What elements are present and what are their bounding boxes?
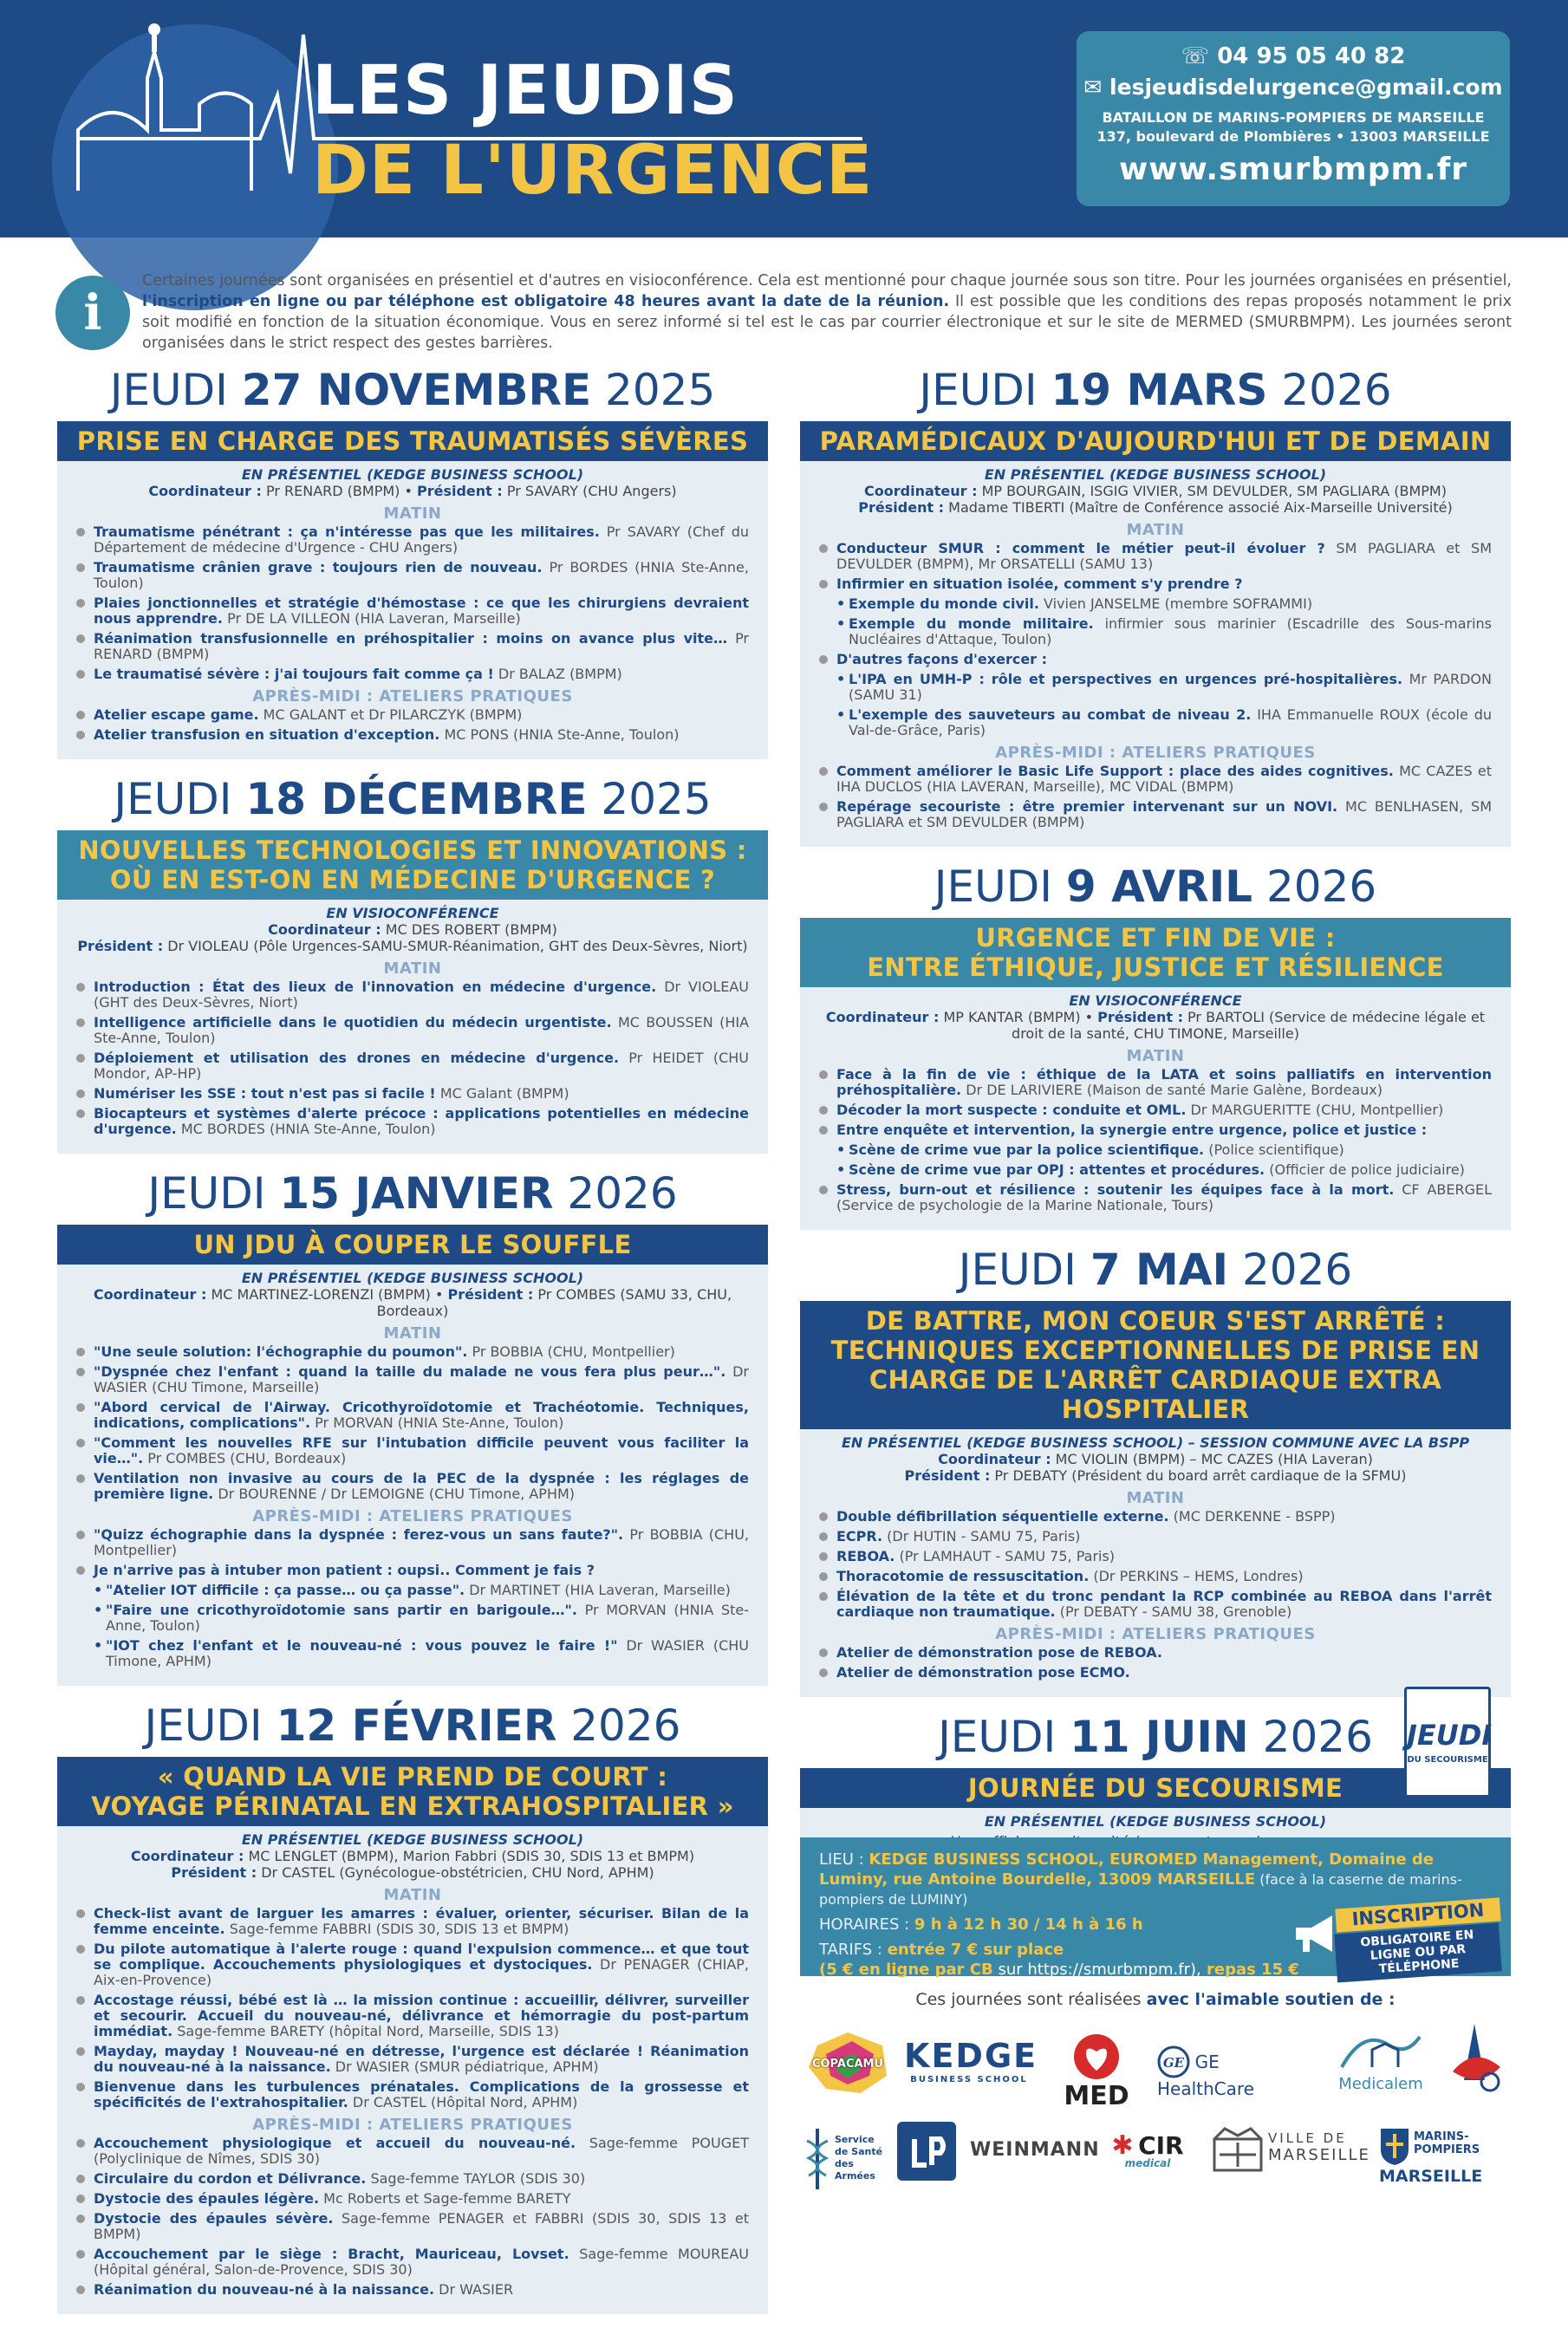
list-subitem: • "Faire une cricothyroïdotomie sans partir en barigoule…". Pr MORVAN (HNIA Ste-Anne, Toulon)	[75, 1603, 749, 1634]
day-date: 7 MAI	[1090, 1245, 1229, 1295]
list-item: Dystocie des épaules sévère. Sage-femme PENAGER et FABBRI (SDIS 30, SDIS 13 et BMPM)	[75, 2211, 749, 2242]
ge-logo	[1157, 2045, 1313, 2099]
theme-title: JOURNÉE DU SECOURISME	[800, 1768, 1511, 1808]
list-item: Le traumatisé sévère : j'ai toujours fait comme ça ! Dr BALAZ (BMPM)	[75, 667, 749, 682]
mermed-text: MED	[1064, 2081, 1129, 2111]
talk-list	[57, 1344, 768, 1502]
workshop-list	[57, 1527, 768, 1669]
list-subitem: • Scène de crime vue par la police scientifique. (Police scientifique)	[817, 1142, 1492, 1158]
list-subitem: • L'IPA en UMH-P : rôle et perspectives en urgences pré-hospitalières. Mr PARDON (SAMU 31)	[817, 672, 1492, 703]
list-item: Ventilation non invasive au cours de la PEC de la dyspnée : les réglages de première ligne. Dr BOURENNE / Dr LEMOIGNE (CHU Timone, APHM)	[75, 1471, 749, 1502]
day-prefix: JEUDI	[934, 862, 1066, 912]
list-item: Déploiement et utilisation des drones en médecine d'urgence. Pr HEIDET (CHU Mondor, AP-HP)	[75, 1050, 749, 1082]
talk-list	[57, 979, 768, 1137]
theme-line: OÙ EN EST-ON EN MÉDECINE D'URGENCE ?	[109, 865, 716, 894]
day-year: 2026	[556, 1700, 681, 1751]
list-item: Double défibrillation séquentielle externe. (MC DERKENNE - BSPP)	[817, 1509, 1492, 1525]
list-item: "Abord cervical de l'Airway. Cricothyroïdotomie et Trachéotomie. Techniques, indications, complications". Pr MORVAN (HNIA Ste-Anne, Toulon)	[75, 1400, 749, 1431]
coord-label: Coordinateur :	[938, 1451, 1051, 1467]
day-date: 27 NOVEMBRE	[241, 365, 592, 415]
session-meta	[57, 1265, 768, 1319]
list-subitem: • Scène de crime vue par OPJ : attentes et procédures. (Officier de police judiciaire)	[817, 1162, 1492, 1178]
list-item: Du pilote automatique à l'alerte rouge : quand l'expulsion commence… et que tout se complique. Accouchements physiologiques et dystociques. Dr PENAGER (CHIAP, Aix-en-Provence)	[75, 1941, 749, 1988]
list-item: Comment améliorer le Basic Life Support : place des aides cognitives. MC CAZES et IHA DUCLOS (HIA LAVERAN, Marseille), MC VIDAL (BMPM)	[817, 764, 1492, 795]
day-year: 2025	[591, 365, 716, 415]
theme-title	[800, 1301, 1511, 1429]
secourisme-badge	[1404, 1687, 1491, 1798]
day-prefix: JEUDI	[144, 1700, 277, 1751]
theme-line: NOUVELLES TECHNOLOGIES ET INNOVATIONS :	[78, 836, 747, 865]
list-item: Atelier transfusion en situation d'exception. MC PONS (HNIA Ste-Anne, Toulon)	[75, 727, 749, 743]
ville-line1: VILLE DE	[1268, 2130, 1347, 2146]
section-matin: MATIN	[383, 959, 442, 978]
list-item: Conducteur SMUR : comment le métier peut-il évoluer ? SM PAGLIARA et SM DEVULDER (BMPM), Mr ORSATELLI (SAMU 13)	[817, 541, 1492, 572]
list-item: Réanimation du nouveau-né à la naissance. Dr WASIER	[75, 2282, 749, 2298]
theme-line: CHARGE DE L'ARRÊT CARDIAQUE EXTRA HOSPITALIER	[869, 1365, 1442, 1424]
list-item: Dystocie des épaules légère. Mc Roberts et Sage-femme BARETY	[75, 2191, 749, 2207]
list-subitem: • Exemple du monde civil. Vivien JANSELME (membre SOFRAMMI)	[817, 596, 1492, 612]
theme-line: ENTRE ÉTHIQUE, JUSTICE ET RÉSILIENCE	[867, 953, 1444, 982]
workshop-list	[57, 707, 768, 743]
info-icon: i	[55, 276, 130, 350]
pres-label: Président :	[447, 1286, 534, 1303]
inscription-badge	[1336, 1899, 1500, 1977]
coord-label: Coordinateur :	[825, 1009, 940, 1025]
section-aprem: APRÈS-MIDI : ATELIERS PRATIQUES	[252, 687, 573, 706]
day-year: 2026	[1267, 365, 1392, 415]
session-feb	[57, 1757, 768, 2314]
theme-title: PARAMÉDICAUX D'AUJOURD'HUI ET DE DEMAIN	[800, 421, 1511, 461]
president: Pr BARTOLI (Service de médecine légale et droit de la santé, CHU TIMONE, Marseille)	[1012, 1009, 1486, 1042]
workshop-list	[800, 764, 1511, 830]
section-aprem: APRÈS-MIDI : ATELIERS PRATIQUES	[995, 744, 1316, 762]
list-item: Numériser les SSE : tout n'est pas si facile ! MC Galant (BMPM)	[75, 1086, 749, 1102]
list-item: Thoracotomie de ressuscitation. (Dr PERKINS – HEMS, Londres)	[817, 1569, 1492, 1584]
section-aprem: APRÈS-MIDI : ATELIERS PRATIQUES	[995, 1625, 1316, 1643]
coord-label: Coordinateur :	[93, 1286, 207, 1303]
email-address[interactable]: ✉ lesjeudisdelurgence@gmail.com	[1083, 75, 1503, 100]
weinmann-text: WEINMANN	[970, 2139, 1100, 2161]
info-paragraph	[142, 270, 1512, 354]
talk-list	[57, 524, 768, 682]
coord-label: Coordinateur :	[130, 1848, 244, 1864]
day-prefix: JEUDI	[114, 774, 246, 824]
day-year: 2026	[1252, 862, 1377, 912]
president: Madame TIBERTI (Maître de Conférence associé Aix-Marseille Université)	[944, 499, 1453, 516]
theme-line: DE BATTRE, MON COEUR S'EST ARRÊTÉ :	[865, 1306, 1446, 1336]
list-item: Circulaire du cordon et Délivrance. Sage-femme TAYLOR (SDIS 30)	[75, 2171, 749, 2187]
list-item: Check-list avant de larguer les amarres : évaluer, orienter, sécuriser. Bilan de la femme enceinte. Sage-femme FABBRI (SDIS 30, SDIS 13 et BMPM)	[75, 1906, 749, 1937]
cir-text: CIR	[1138, 2131, 1184, 2160]
ge-monogram-icon	[1157, 2045, 1190, 2078]
day-title-jan	[57, 1167, 768, 1219]
session-format: EN VISIOCONFÉRENCE	[326, 905, 499, 921]
coordinator: Pr RENARD (BMPM) •	[261, 483, 417, 499]
kedge-subtext: BUSINESS SCHOOL	[910, 2075, 1028, 2084]
session-meta	[57, 900, 768, 954]
theme-title	[57, 1757, 768, 1826]
inscription-note: OBLIGATOIRE EN LIGNE OU PAR TÉLÉPHONE	[1334, 1922, 1501, 1982]
tarif-url[interactable]: sur https://smurbmpm.fr),	[992, 1961, 1201, 1979]
day-title-mar	[800, 364, 1511, 416]
coordinator: MC VIOLIN (BMPM) – MC CAZES (HIA Laveran)	[1051, 1451, 1373, 1467]
day-prefix: JEUDI	[919, 365, 1051, 415]
session-format: EN PRÉSENTIEL (KEDGE BUSINESS SCHOOL) – SESSION COMMUNE AVEC LA BSPP	[841, 1434, 1470, 1451]
coordinator: MP BOURGAIN, ISGIG VIVIER, SM DEVULDER, SM PAGLIARA (BMPM)	[977, 483, 1447, 499]
list-item: "Quizz échographie dans la dyspnée : ferez-vous un sans faute?". Pr BOBBIA (CHU, Montpellier)	[75, 1527, 749, 1558]
coordinator: MC DES ROBERT (BMPM)	[381, 921, 557, 938]
section-matin: MATIN	[1126, 521, 1185, 539]
day-title-apr	[800, 861, 1511, 913]
day-year: 2026	[1248, 1712, 1373, 1762]
section-matin: MATIN	[1126, 1489, 1185, 1507]
info-text-bold: l'inscription en ligne ou par téléphone est obligatoire 48 heures avant la date de la réunion.	[142, 293, 950, 310]
theme-line: « QUAND LA VIE PREND DE COURT :	[157, 1762, 668, 1792]
list-item: Biocapteurs et systèmes d'alerte précoce : applications potentielles en médecine d'urgence. MC BORDES (HNIA Ste-Anne, Toulon)	[75, 1106, 749, 1137]
red-emblem-icon	[1440, 2019, 1509, 2097]
list-item: Élévation de la tête et du tronc pendant la RCP combinée au REBOA dans l'arrêt cardiaque non traumatique. (Pr DEBATY - SAMU 38, Grenoble)	[817, 1589, 1492, 1620]
talk-list	[800, 1067, 1511, 1213]
kedge-logo	[904, 2037, 1038, 2084]
talk-list	[800, 541, 1511, 738]
list-item: Atelier de démonstration pose de REBOA.	[817, 1645, 1492, 1661]
president: Pr DEBATY (Président du board arrêt cardiaque de la SFMU)	[990, 1467, 1407, 1484]
section-aprem: APRÈS-MIDI : ATELIERS PRATIQUES	[252, 2116, 573, 2134]
list-item: REBOA. (Pr LAMHAUT - SAMU 75, Paris)	[817, 1549, 1492, 1564]
bmpm-line2: MARSEILLE	[1379, 2167, 1483, 2186]
coordinator: MC MARTINEZ-LORENZI (BMPM) •	[206, 1286, 448, 1303]
ssa-line: Service	[835, 2134, 875, 2145]
list-item: Traumatisme pénétrant : ça n'intéresse pas que les militaires. Pr SAVARY (Chef du Département de médecine d'Urgence - CHU Angers)	[75, 524, 749, 556]
venue-label: LIEU :	[819, 1850, 869, 1869]
list-item: Traumatisme crânien grave : toujours rien de nouveau. Pr BORDES (HNIA Ste-Anne, Toulon)	[75, 560, 749, 591]
list-item: Entre enquête et intervention, la synergie entre urgence, police et justice :	[817, 1122, 1492, 1138]
badge-subtitle: DU SECOURISME	[1407, 1755, 1488, 1765]
list-item: Je n'arrive pas à intuber mon patient : oupsi.. Comment je fais ?	[75, 1563, 749, 1578]
star-of-life-icon: ✱	[1111, 2130, 1134, 2161]
section-aprem: APRÈS-MIDI : ATELIERS PRATIQUES	[252, 1507, 573, 1525]
session-format: EN PRÉSENTIEL (KEDGE BUSINESS SCHOOL)	[241, 466, 584, 483]
coord-label: Coordinateur :	[268, 921, 381, 938]
session-dec	[57, 830, 768, 1154]
day-date: 12 FÉVRIER	[276, 1700, 557, 1751]
session-may	[800, 1301, 1511, 1697]
list-subitem: • L'exemple des sauveteurs au combat de niveau 2. IHA Emmanuelle ROUX (école du Val-de-Grâce, Paris)	[817, 707, 1492, 738]
list-item: Stress, burn-out et résilience : soutenir les équipes face à la mort. CF ABERGEL (Service de psychologie de la Marine Nationale, Tours)	[817, 1182, 1492, 1213]
weinmann-logo	[970, 2139, 1100, 2161]
list-item: Introduction : État des lieux de l'innovation en médecine d'urgence. Dr VIOLEAU (GHT des Deux-Sèvres, Niort)	[75, 979, 749, 1011]
theme-title	[57, 830, 768, 900]
cp-logo	[897, 2122, 956, 2181]
session-format: EN PRÉSENTIEL (KEDGE BUSINESS SCHOOL)	[984, 1813, 1327, 1830]
left-column	[57, 364, 768, 2328]
day-date: 11 JUIN	[1070, 1712, 1249, 1762]
list-item: Repérage secouriste : être premier intervenant sur un NOVI. MC BENLHASEN, SM PAGLIARA et SM DEVULDER (BMPM)	[817, 799, 1492, 830]
venue-box	[800, 1837, 1511, 1979]
mermed-heart-icon	[1072, 2032, 1121, 2081]
info-text-2: Il est possible que les conditions des repas proposés notamment le prix soit modifié en fonction de la situation économique. Vous en serez informé si tel est le cas par courrier électronique et sur le site de MERMED (SMURBMPM). Les journées seront organisées dans le strict respect des gestes barrières.	[142, 293, 1512, 352]
cp-monogram-icon	[897, 2122, 956, 2181]
session-meta	[800, 461, 1511, 516]
bmpm-shield-icon	[1379, 2125, 1410, 2167]
org-address	[1077, 108, 1510, 146]
workshop-list	[57, 2136, 768, 2298]
bmpm-line1: MARINS-POMPIERS	[1414, 2130, 1480, 2156]
section-matin: MATIN	[383, 1324, 442, 1343]
coordinator: MC LENGLET (BMPM), Marion Fabbri (SDIS 30, SDIS 13 et BMPM)	[244, 1848, 695, 1864]
list-item: Bienvenue dans les turbulences prénatales. Complications de la grossesse et spécificités de l'extrahospitalier. Dr CASTEL (Hôpital Nord, APHM)	[75, 2079, 749, 2110]
list-item: Infirmier en situation isolée, comment s'y prendre ?	[817, 576, 1492, 592]
president: Pr SAVARY (CHU Angers)	[502, 483, 677, 499]
tarif-online: (5 € en ligne par CB	[819, 1961, 993, 1979]
caduceus-icon	[800, 2123, 835, 2193]
president: Dr VIOLEAU (Pôle Urgences-SAMU-SMUR-Réanimation, GHT des Deux-Sèvres, Niort)	[163, 938, 748, 954]
list-item: Plaies jonctionnelles et stratégie d'hémostase : ce que les chirurgiens devraient nous apprendre. Pr DE LA VILLEON (HIA Laveran, Marseille)	[75, 595, 749, 627]
session-format: EN PRÉSENTIEL (KEDGE BUSINESS SCHOOL)	[241, 1270, 584, 1286]
list-item: ECPR. (Dr HUTIN - SAMU 75, Paris)	[817, 1529, 1492, 1544]
support-text: Ces journées sont réalisées	[915, 1990, 1147, 2009]
session-format: EN PRÉSENTIEL (KEDGE BUSINESS SCHOOL)	[241, 1831, 584, 1848]
org-street: 137, boulevard de Plombières • 13003 MARSEILLE	[1096, 128, 1490, 145]
org-name: BATAILLON DE MARINS-POMPIERS DE MARSEILLE	[1102, 109, 1485, 126]
venue-note: (face à la caserne de marins-pompiers de LUMINY)	[819, 1871, 1462, 1908]
session-meta	[57, 461, 768, 499]
support-bold: avec l'aimable soutien de :	[1146, 1990, 1396, 2009]
city-crest-icon	[1207, 2122, 1268, 2177]
ville-marseille-logo	[1207, 2122, 1372, 2177]
theme-title: UN JDU À COUPER LE SOUFFLE	[57, 1225, 768, 1265]
support-line	[800, 1990, 1511, 2009]
list-item: Décoder la mort suspecte : conduite et OML. Dr MARGUERITTE (CHU, Montpellier)	[817, 1102, 1492, 1118]
day-date: 15 JANVIER	[279, 1168, 554, 1219]
day-prefix: JEUDI	[938, 1712, 1070, 1762]
ssa-line: des Armées	[835, 2158, 875, 2182]
title-line2: DE L'URGENCE	[312, 132, 874, 210]
info-text-1: Certaines journées sont organisées en présentiel et d'autres en visioconférence. Cela est mentionné pour chaque journée sous son titre. Pour les journées organisées en présentiel,	[142, 272, 1512, 289]
list-item: Atelier de démonstration pose ECMO.	[817, 1665, 1492, 1681]
list-item: Mayday, mayday ! Nouveau-né en détresse, l'urgence est déclarée ! Réanimation du nouveau-né à la naissance. Dr WASIER (SMUR pédiatrique, APHM)	[75, 2044, 749, 2075]
emblem-logo	[1440, 2019, 1509, 2101]
session-nov	[57, 421, 768, 759]
title-line1: LES JEUDIS	[312, 52, 738, 130]
ssa-line: de Santé	[835, 2146, 883, 2157]
pres-label: Président :	[858, 499, 945, 516]
session-meta	[800, 987, 1511, 1042]
kedge-text: KEDGE	[904, 2037, 1038, 2075]
day-date: 9 AVRIL	[1065, 862, 1253, 912]
bmpm-logo	[1379, 2125, 1509, 2186]
day-title-dec	[57, 773, 768, 825]
pres-label: Président :	[171, 1864, 257, 1881]
cir-subtext: medical	[1124, 2157, 1171, 2169]
list-item: Accouchement par le siège : Bracht, Mauriceau, Lovset. Sage-femme MOUREAU (Hôpital général, Salon-de-Provence, SDIS 30)	[75, 2247, 749, 2278]
list-item: Accostage réussi, bébé est là … la mission continue : accueillir, délivrer, surveiller et secourir. Accueil du nouveau-né, délivrance et hémorragie du post-partum immédiat. Sage-femme BARETY (hôpital Nord, Marseille, SDIS 13)	[75, 1993, 749, 2039]
talk-list	[800, 1509, 1511, 1620]
phone-number[interactable]: ☏ 04 95 05 40 82	[1181, 43, 1406, 69]
session-meta	[800, 1429, 1511, 1484]
section-matin: MATIN	[383, 504, 442, 523]
right-column	[800, 364, 1511, 1877]
list-item: "Dyspnée chez l'enfant : quand la taille du malade ne vous fera plus peur…". Dr WASIER (CHU Timone, Marseille)	[75, 1364, 749, 1395]
theme-line: TECHNIQUES EXCEPTIONNELLES DE PRISE EN	[830, 1336, 1480, 1365]
day-prefix: JEUDI	[147, 1168, 280, 1219]
medicalem-text: Medicalem	[1338, 2075, 1423, 2093]
ville-line2: MARSEILLE	[1268, 2146, 1370, 2164]
cir-logo	[1100, 2130, 1195, 2169]
section-matin: MATIN	[383, 1886, 442, 1904]
list-item: Réanimation transfusionnelle en préhospitalier : moins on avance plus vite… Pr RENARD (BMPM)	[75, 631, 749, 662]
session-format: EN PRÉSENTIEL (KEDGE BUSINESS SCHOOL)	[984, 466, 1327, 483]
session-jan	[57, 1225, 768, 1686]
copacamu-logo	[800, 2028, 895, 2097]
day-title-nov	[57, 364, 768, 416]
inscription-title: INSCRIPTION	[1335, 1897, 1500, 1932]
tarif-meal: repas 15 €	[1200, 1961, 1299, 1979]
president: Dr CASTEL (Gynécologue-obstétricien, CHU Nord, APHM)	[257, 1864, 654, 1881]
day-prefix: JEUDI	[109, 365, 242, 415]
header-banner	[0, 0, 1568, 237]
day-date: 19 MARS	[1051, 365, 1268, 415]
theme-title: PRISE EN CHARGE DES TRAUMATISÉS SÉVÈRES	[57, 421, 768, 461]
day-year: 2026	[553, 1168, 678, 1219]
svg-text:GE: GE	[1162, 2055, 1185, 2071]
coordinator: MP KANTAR (BMPM) •	[939, 1009, 1098, 1025]
day-year: 2025	[587, 774, 712, 824]
medicalem-wave-icon	[1337, 2028, 1424, 2071]
list-subitem: • "IOT chez l'enfant et le nouveau-né : vous pouvez le faire !" Dr WASIER (CHU Timone, APHM)	[75, 1638, 749, 1669]
hours-label: HORAIRES :	[819, 1915, 914, 1934]
day-prefix: JEUDI	[958, 1245, 1090, 1295]
day-title-feb	[57, 1700, 768, 1752]
list-item: Intelligence artificielle dans le quotidien du médecin urgentiste. MC BOUSSEN (HIA Ste-Anne, Toulon)	[75, 1015, 749, 1046]
pres-label: Président :	[904, 1467, 991, 1484]
theme-line: VOYAGE PÉRINATAL EN EXTRAHOSPITALIER »	[91, 1792, 734, 1821]
contact-box	[1077, 31, 1510, 206]
megaphone-icon	[1292, 1912, 1341, 1955]
mermed-logo	[1044, 2032, 1148, 2111]
venue-address: KEDGE BUSINESS SCHOOL, EUROMED Management, Domaine de Luminy, rue Antoine Bourdelle, 13009 MARSEILLE	[819, 1850, 1434, 1889]
copacamu-text: COPACAMU	[811, 2058, 884, 2071]
day-date: 18 DÉCEMBRE	[245, 774, 588, 824]
pres-label: Président :	[417, 483, 503, 499]
workshop-list	[800, 1645, 1511, 1681]
theme-title	[800, 918, 1511, 987]
list-item: "Une seule solution: l'échographie du poumon". Pr BOBBIA (CHU, Montpellier)	[75, 1344, 749, 1360]
tarif-onsite: entrée 7 € sur place	[887, 1941, 1064, 1959]
theme-line: URGENCE ET FIN DE VIE :	[975, 923, 1336, 953]
list-item: D'autres façons d'exercer :	[817, 652, 1492, 667]
ssa-logo	[800, 2123, 895, 2193]
hours-value: 9 h à 12 h 30 / 14 h à 16 h	[914, 1915, 1143, 1934]
talk-list	[57, 1906, 768, 2110]
day-year: 2026	[1228, 1245, 1353, 1295]
president: Pr COMBES (SAMU 33, CHU, Bordeaux)	[376, 1286, 732, 1319]
list-subitem: • "Atelier IOT difficile : ça passe… ou ça passe". Dr MARTINET (HIA Laveran, Marseille)	[75, 1583, 749, 1598]
session-format: EN VISIOCONFÉRENCE	[1069, 992, 1242, 1009]
day-title-may	[800, 1244, 1511, 1296]
session-apr	[800, 918, 1511, 1230]
pres-label: Président :	[77, 938, 164, 954]
coord-label: Coordinateur :	[148, 483, 262, 499]
list-item: "Comment les nouvelles RFE sur l'intubation difficile peuvent vous faciliter la vie…". Pr COMBES (CHU, Bordeaux)	[75, 1435, 749, 1466]
pres-label: Président :	[1097, 1009, 1183, 1025]
session-meta	[57, 1826, 768, 1881]
list-item: Face à la fin de vie : éthique de la LATA et soins palliatifs en intervention préhospitalière. Dr DE LARIVIERE (Maison de santé Marie Galène, Bordeaux)	[817, 1067, 1492, 1098]
section-matin: MATIN	[1126, 1047, 1185, 1065]
ge-text: GE HealthCare	[1157, 2052, 1254, 2099]
sponsor-logos	[800, 2019, 1511, 2210]
badge-title: JEUDI	[1407, 1719, 1493, 1752]
website-link[interactable]: www.smurbmpm.fr	[1118, 152, 1468, 187]
list-item: Atelier escape game. MC GALANT et Dr PILARCZYK (BMPM)	[75, 707, 749, 723]
coord-label: Coordinateur :	[864, 483, 978, 499]
list-item: Accouchement physiologique et accueil du nouveau-né. Sage-femme POUGET (Polyclinique de Nîmes, SDIS 30)	[75, 2136, 749, 2167]
list-subitem: • Exemple du monde militaire. infirmier sous marinier (Escadrille des Sous-marins Nucléaires d'Attaque, Toulon)	[817, 616, 1492, 647]
tarifs-label: TARIFS :	[819, 1941, 888, 1959]
medicalem-logo	[1329, 2028, 1433, 2093]
session-mar	[800, 421, 1511, 847]
